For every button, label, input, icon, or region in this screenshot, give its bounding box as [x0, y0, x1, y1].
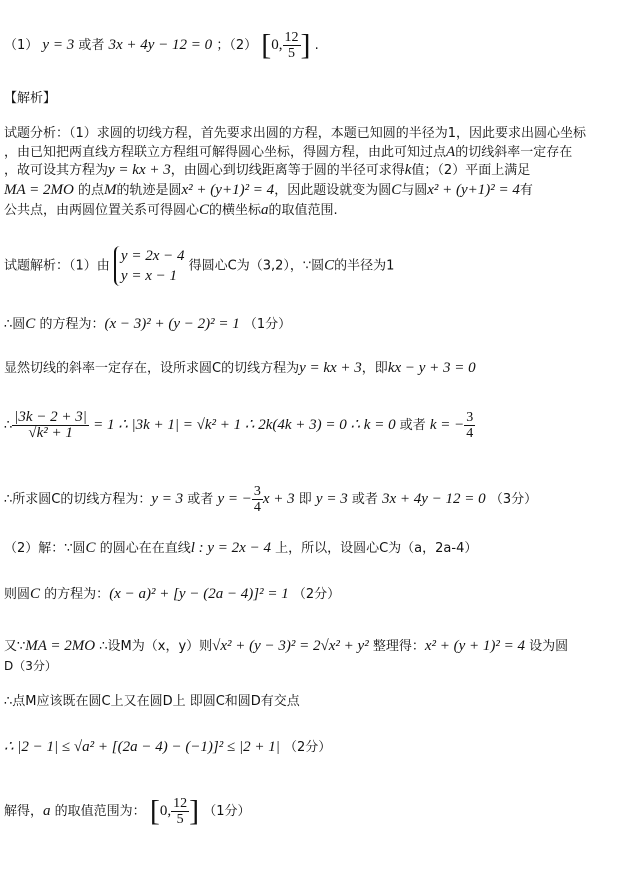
solution-line-10: ∴ |2 − 1| ≤ √a² + [(2a − 4) − (−1)]² ≤ |2 + 1| （2分） — [4, 739, 332, 755]
solution-line-11: 解得，a 的取值范围为： [0, $\frac{12}{5}$ ] （1分） — [4, 794, 251, 828]
solution-line-3: 显然切线的斜率一定存在，设所求圆C的切线方程为y = kx + 3，即kx − y + 3 = 0 — [4, 360, 476, 376]
answer-part2-label: ；（2） — [216, 38, 258, 53]
analysis-line-3: ，故可设其方程为y = kx + 3，由圆心到切线距离等于圆的半径可求得k值；（2）平面上满足 — [4, 162, 531, 178]
distance-fraction: $\frac{|3k - 2 + 3|}{\text{√k² + 1}}$ — [14, 409, 87, 441]
answer-line — [4, 30, 319, 61]
answer-period: . — [314, 38, 319, 53]
answer-fraction: $\frac{12}{5}$ — [284, 30, 299, 61]
solution-line-2: ∴圆C 的方程为：(x − 3)² + (y − 2)² = 1 （1分） — [4, 316, 292, 332]
solution-line-5: ∴所求圆C的切线方程为：y = 3 或者 y = − $\frac{3}{4}$ x + 3 即 y = 3 或者 3x + 4y − 12 = 0 （3分） — [4, 484, 538, 515]
answer-eq2: 3x + 4y − 12 = 0 — [108, 37, 213, 53]
bracket-right-final: ] — [189, 794, 200, 828]
equation-system: y = 2x − 4 y = x − 1 — [114, 246, 185, 286]
answer-eq1: y = 3 — [42, 37, 75, 53]
solution-line-6: （2）解：∵圆C 的圆心在在直线l : y = 2x − 4 上，所以，设圆心C为（a，2a-4） — [4, 540, 478, 556]
final-fraction: $\frac{12}{5}$ — [173, 796, 188, 827]
analysis-line-4: MA = 2MO 的点M的轨迹是圆x² + (y+1)² = 4，因此题设就变为圆C与圆x² + (y+1)² = 4有 — [4, 182, 533, 198]
answer-range-low: 0, — [271, 37, 283, 53]
answer-or: 或者 — [78, 38, 105, 53]
answer-part1-label: （1） — [4, 38, 39, 53]
section-title: 【解析】 — [4, 91, 57, 106]
bracket-right: ] — [300, 28, 311, 62]
analysis-line-1: 试题分析：（1）求圆的切线方程，首先要求出圆的方程，本题已知圆的半径为1，因此要求出圆心坐标 — [4, 126, 587, 141]
solution-line-8: 又∵MA = 2MO ∴设M为（x，y）则√x² + (y − 3)² = 2√x² + y² 整理得：x² + (y + 1)² = 4 设为圆 — [4, 638, 569, 654]
bracket-left: [ — [261, 28, 272, 62]
solution-line-1: 试题解析：（1）由 y = 2x − 4 y = x − 1 得圆心C为（3,2），∵圆C的半径为1 — [4, 248, 395, 284]
solution-line-4: ∴ $\frac{|3k - 2 + 3|}{\text{√k² + 1}}$ = 1 ∴ |3k + 1| = √k² + 1 ∴ 2k(4k + 3) = 0 ∴ k = 0 或者 k = − $\frac{3}{4}$ — [4, 409, 474, 441]
analysis-line-2: ，由已知把两直线方程联立方程组可解得圆心坐标，得圆方程，由此可知过点A的切线斜率一定存在 — [4, 144, 573, 160]
solution-line-8b: D（3分） — [4, 659, 57, 673]
bracket-left-final: [ — [149, 794, 160, 828]
k-fraction: $\frac{3}{4}$ — [466, 410, 474, 441]
solution-line-9: ∴点M应该既在圆C上又在圆D上 即圆C和圆D有交点 — [4, 694, 300, 709]
solution-line-7: 则圆C 的方程为：(x − a)² + [y − (2a − 4)]² = 1 （2分） — [4, 586, 341, 602]
slope-fraction: $\frac{3}{4}$ — [253, 484, 261, 515]
analysis-line-5: 公共点，由两圆位置关系可得圆心C的横坐标a的取值范围. — [4, 202, 338, 218]
